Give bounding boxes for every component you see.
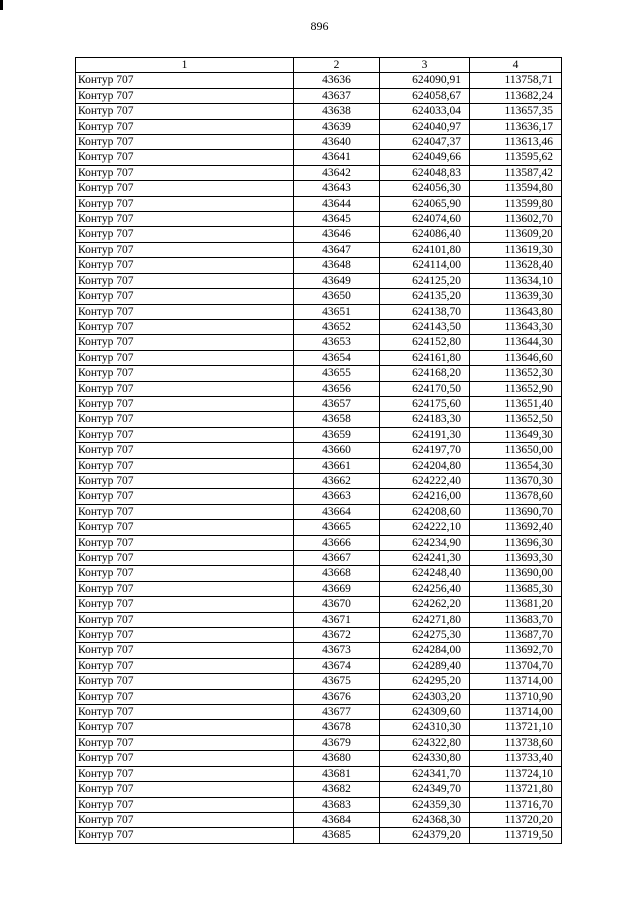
- point-number-cell: 43647: [294, 242, 380, 257]
- contour-name-cell: Контур 707: [76, 751, 294, 766]
- y-coordinate-cell: 113758,71: [470, 73, 562, 88]
- point-number-cell: 43666: [294, 535, 380, 550]
- y-coordinate-cell: 113681,20: [470, 597, 562, 612]
- point-number-cell: 43641: [294, 150, 380, 165]
- contour-name-cell: Контур 707: [76, 766, 294, 781]
- point-number-cell: 43675: [294, 674, 380, 689]
- point-number-cell: 43653: [294, 335, 380, 350]
- x-coordinate-cell: 624234,90: [380, 535, 470, 550]
- table-row: [76, 751, 562, 766]
- x-coordinate-cell: 624310,30: [380, 720, 470, 735]
- contour-name-cell: Контур 707: [76, 828, 294, 843]
- point-number-cell: 43677: [294, 705, 380, 720]
- column-header: 1: [76, 58, 294, 73]
- table-row: [76, 720, 562, 735]
- x-coordinate-cell: 624216,00: [380, 489, 470, 504]
- point-number-cell: 43645: [294, 212, 380, 227]
- y-coordinate-cell: 113682,24: [470, 88, 562, 103]
- contour-name-cell: Контур 707: [76, 674, 294, 689]
- y-coordinate-cell: 113690,70: [470, 504, 562, 519]
- contour-name-cell: Контур 707: [76, 535, 294, 550]
- y-coordinate-cell: 113714,00: [470, 674, 562, 689]
- table-row: [76, 735, 562, 750]
- table-row: [76, 181, 562, 196]
- x-coordinate-cell: 624049,66: [380, 150, 470, 165]
- table-row: [76, 350, 562, 365]
- table-row: [76, 165, 562, 180]
- table-row: [76, 782, 562, 797]
- y-coordinate-cell: 113696,30: [470, 535, 562, 550]
- point-number-cell: 43646: [294, 227, 380, 242]
- x-coordinate-cell: 624170,50: [380, 381, 470, 396]
- table-row: [76, 674, 562, 689]
- x-coordinate-cell: 624222,10: [380, 520, 470, 535]
- contour-name-cell: Контур 707: [76, 258, 294, 273]
- x-coordinate-cell: 624048,83: [380, 165, 470, 180]
- y-coordinate-cell: 113714,00: [470, 705, 562, 720]
- contour-name-cell: Контур 707: [76, 443, 294, 458]
- y-coordinate-cell: 113704,70: [470, 658, 562, 673]
- contour-name-cell: Контур 707: [76, 119, 294, 134]
- x-coordinate-cell: 624322,80: [380, 735, 470, 750]
- y-coordinate-cell: 113649,30: [470, 427, 562, 442]
- y-coordinate-cell: 113678,60: [470, 489, 562, 504]
- table-row: [76, 335, 562, 350]
- contour-name-cell: Контур 707: [76, 551, 294, 566]
- table-row: [76, 443, 562, 458]
- table-row: [76, 396, 562, 411]
- contour-name-cell: Контур 707: [76, 458, 294, 473]
- x-coordinate-cell: 624143,50: [380, 319, 470, 334]
- y-coordinate-cell: 113733,40: [470, 751, 562, 766]
- point-number-cell: 43671: [294, 612, 380, 627]
- table-row: [76, 135, 562, 150]
- table-row: [76, 520, 562, 535]
- point-number-cell: 43683: [294, 797, 380, 812]
- table-row: [76, 658, 562, 673]
- y-coordinate-cell: 113643,30: [470, 319, 562, 334]
- x-coordinate-cell: 624330,80: [380, 751, 470, 766]
- y-coordinate-cell: 113636,17: [470, 119, 562, 134]
- contour-name-cell: Контур 707: [76, 581, 294, 596]
- table-body: [76, 73, 562, 843]
- point-number-cell: 43651: [294, 304, 380, 319]
- y-coordinate-cell: 113609,20: [470, 227, 562, 242]
- y-coordinate-cell: 113587,42: [470, 165, 562, 180]
- y-coordinate-cell: 113650,00: [470, 443, 562, 458]
- y-coordinate-cell: 113595,62: [470, 150, 562, 165]
- y-coordinate-cell: 113685,30: [470, 581, 562, 596]
- contour-name-cell: Контур 707: [76, 797, 294, 812]
- table-row: [76, 628, 562, 643]
- x-coordinate-cell: 624295,20: [380, 674, 470, 689]
- point-number-cell: 43679: [294, 735, 380, 750]
- contour-name-cell: Контур 707: [76, 366, 294, 381]
- y-coordinate-cell: 113652,30: [470, 366, 562, 381]
- y-coordinate-cell: 113738,60: [470, 735, 562, 750]
- point-number-cell: 43636: [294, 73, 380, 88]
- coordinates-table: [75, 57, 562, 844]
- table-row: [76, 812, 562, 827]
- table-row: [76, 104, 562, 119]
- x-coordinate-cell: 624191,30: [380, 427, 470, 442]
- y-coordinate-cell: 113687,70: [470, 628, 562, 643]
- x-coordinate-cell: 624175,60: [380, 396, 470, 411]
- table-row: [76, 489, 562, 504]
- contour-name-cell: Контур 707: [76, 735, 294, 750]
- y-coordinate-cell: 113692,70: [470, 643, 562, 658]
- point-number-cell: 43667: [294, 551, 380, 566]
- x-coordinate-cell: 624033,04: [380, 104, 470, 119]
- table-row: [76, 797, 562, 812]
- point-number-cell: 43663: [294, 489, 380, 504]
- contour-name-cell: Контур 707: [76, 612, 294, 627]
- contour-name-cell: Контур 707: [76, 350, 294, 365]
- table-row: [76, 566, 562, 581]
- column-header: 4: [470, 58, 562, 73]
- contour-name-cell: Контур 707: [76, 658, 294, 673]
- contour-name-cell: Контур 707: [76, 104, 294, 119]
- table-row: [76, 689, 562, 704]
- contour-name-cell: Контур 707: [76, 181, 294, 196]
- x-coordinate-cell: 624058,67: [380, 88, 470, 103]
- table-row: [76, 366, 562, 381]
- point-number-cell: 43668: [294, 566, 380, 581]
- point-number-cell: 43664: [294, 504, 380, 519]
- x-coordinate-cell: 624152,80: [380, 335, 470, 350]
- contour-name-cell: Контур 707: [76, 273, 294, 288]
- x-coordinate-cell: 624135,20: [380, 289, 470, 304]
- point-number-cell: 43638: [294, 104, 380, 119]
- table-row: [76, 242, 562, 257]
- table-row: [76, 458, 562, 473]
- table-row: [76, 473, 562, 488]
- contour-name-cell: Контур 707: [76, 319, 294, 334]
- x-coordinate-cell: 624183,30: [380, 412, 470, 427]
- table-row: [76, 88, 562, 103]
- contour-name-cell: Контур 707: [76, 212, 294, 227]
- point-number-cell: 43684: [294, 812, 380, 827]
- point-number-cell: 43649: [294, 273, 380, 288]
- x-coordinate-cell: 624222,40: [380, 473, 470, 488]
- point-number-cell: 43660: [294, 443, 380, 458]
- point-number-cell: 43682: [294, 782, 380, 797]
- point-number-cell: 43656: [294, 381, 380, 396]
- x-coordinate-cell: 624271,80: [380, 612, 470, 627]
- x-coordinate-cell: 624256,40: [380, 581, 470, 596]
- y-coordinate-cell: 113643,80: [470, 304, 562, 319]
- x-coordinate-cell: 624248,40: [380, 566, 470, 581]
- contour-name-cell: Контур 707: [76, 520, 294, 535]
- x-coordinate-cell: 624275,30: [380, 628, 470, 643]
- x-coordinate-cell: 624168,20: [380, 366, 470, 381]
- table-row: [76, 258, 562, 273]
- y-coordinate-cell: 113720,20: [470, 812, 562, 827]
- table-row: [76, 212, 562, 227]
- contour-name-cell: Контур 707: [76, 597, 294, 612]
- x-coordinate-cell: 624341,70: [380, 766, 470, 781]
- contour-name-cell: Контур 707: [76, 566, 294, 581]
- point-number-cell: 43662: [294, 473, 380, 488]
- x-coordinate-cell: 624047,37: [380, 135, 470, 150]
- contour-name-cell: Контур 707: [76, 73, 294, 88]
- point-number-cell: 43681: [294, 766, 380, 781]
- y-coordinate-cell: 113693,30: [470, 551, 562, 566]
- table-row: [76, 504, 562, 519]
- x-coordinate-cell: 624086,40: [380, 227, 470, 242]
- x-coordinate-cell: 624040,97: [380, 119, 470, 134]
- y-coordinate-cell: 113628,40: [470, 258, 562, 273]
- x-coordinate-cell: 624138,70: [380, 304, 470, 319]
- x-coordinate-cell: 624368,30: [380, 812, 470, 827]
- point-number-cell: 43658: [294, 412, 380, 427]
- table-row: [76, 705, 562, 720]
- contour-name-cell: Контур 707: [76, 689, 294, 704]
- table-row: [76, 319, 562, 334]
- table-row: [76, 196, 562, 211]
- contour-name-cell: Контур 707: [76, 782, 294, 797]
- point-number-cell: 43685: [294, 828, 380, 843]
- contour-name-cell: Контур 707: [76, 88, 294, 103]
- table-row: [76, 766, 562, 781]
- x-coordinate-cell: 624309,60: [380, 705, 470, 720]
- point-number-cell: 43640: [294, 135, 380, 150]
- x-coordinate-cell: 624197,70: [380, 443, 470, 458]
- y-coordinate-cell: 113690,00: [470, 566, 562, 581]
- contour-name-cell: Контур 707: [76, 396, 294, 411]
- x-coordinate-cell: 624056,30: [380, 181, 470, 196]
- table-row: [76, 289, 562, 304]
- y-coordinate-cell: 113719,50: [470, 828, 562, 843]
- point-number-cell: 43678: [294, 720, 380, 735]
- table-row: [76, 427, 562, 442]
- point-number-cell: 43680: [294, 751, 380, 766]
- y-coordinate-cell: 113683,70: [470, 612, 562, 627]
- y-coordinate-cell: 113721,80: [470, 782, 562, 797]
- y-coordinate-cell: 113646,60: [470, 350, 562, 365]
- x-coordinate-cell: 624208,60: [380, 504, 470, 519]
- table-row: [76, 612, 562, 627]
- contour-name-cell: Контур 707: [76, 504, 294, 519]
- contour-name-cell: Контур 707: [76, 165, 294, 180]
- x-coordinate-cell: 624284,00: [380, 643, 470, 658]
- y-coordinate-cell: 113639,30: [470, 289, 562, 304]
- page-number: 896: [310, 19, 329, 33]
- y-coordinate-cell: 113670,30: [470, 473, 562, 488]
- table-row: [76, 227, 562, 242]
- y-coordinate-cell: 113692,40: [470, 520, 562, 535]
- contour-name-cell: Контур 707: [76, 412, 294, 427]
- table-row: [76, 412, 562, 427]
- x-coordinate-cell: 624349,70: [380, 782, 470, 797]
- point-number-cell: 43670: [294, 597, 380, 612]
- x-coordinate-cell: 624289,40: [380, 658, 470, 673]
- contour-name-cell: Контур 707: [76, 473, 294, 488]
- contour-name-cell: Контур 707: [76, 643, 294, 658]
- y-coordinate-cell: 113634,10: [470, 273, 562, 288]
- point-number-cell: 43674: [294, 658, 380, 673]
- point-number-cell: 43637: [294, 88, 380, 103]
- y-coordinate-cell: 113594,80: [470, 181, 562, 196]
- x-coordinate-cell: 624379,20: [380, 828, 470, 843]
- table-header-row: [76, 58, 562, 73]
- table-row: [76, 150, 562, 165]
- y-coordinate-cell: 113613,46: [470, 135, 562, 150]
- contour-name-cell: Контур 707: [76, 242, 294, 257]
- point-number-cell: 43642: [294, 165, 380, 180]
- contour-name-cell: Контур 707: [76, 381, 294, 396]
- y-coordinate-cell: 113644,30: [470, 335, 562, 350]
- column-header: 3: [380, 58, 470, 73]
- point-number-cell: 43654: [294, 350, 380, 365]
- y-coordinate-cell: 113716,70: [470, 797, 562, 812]
- x-coordinate-cell: 624114,00: [380, 258, 470, 273]
- table-row: [76, 551, 562, 566]
- x-coordinate-cell: 624125,20: [380, 273, 470, 288]
- y-coordinate-cell: 113602,70: [470, 212, 562, 227]
- point-number-cell: 43643: [294, 181, 380, 196]
- table-row: [76, 273, 562, 288]
- table-row: [76, 304, 562, 319]
- point-number-cell: 43669: [294, 581, 380, 596]
- y-coordinate-cell: 113651,40: [470, 396, 562, 411]
- y-coordinate-cell: 113721,10: [470, 720, 562, 735]
- table-row: [76, 581, 562, 596]
- contour-name-cell: Контур 707: [76, 135, 294, 150]
- table-row: [76, 535, 562, 550]
- table-row: [76, 73, 562, 88]
- table-row: [76, 828, 562, 843]
- x-coordinate-cell: 624262,20: [380, 597, 470, 612]
- point-number-cell: 43644: [294, 196, 380, 211]
- point-number-cell: 43672: [294, 628, 380, 643]
- contour-name-cell: Контур 707: [76, 705, 294, 720]
- table-row: [76, 381, 562, 396]
- x-coordinate-cell: 624065,90: [380, 196, 470, 211]
- y-coordinate-cell: 113619,30: [470, 242, 562, 257]
- y-coordinate-cell: 113657,35: [470, 104, 562, 119]
- table-row: [76, 597, 562, 612]
- contour-name-cell: Контур 707: [76, 304, 294, 319]
- x-coordinate-cell: 624074,60: [380, 212, 470, 227]
- x-coordinate-cell: 624161,80: [380, 350, 470, 365]
- point-number-cell: 43657: [294, 396, 380, 411]
- x-coordinate-cell: 624204,80: [380, 458, 470, 473]
- contour-name-cell: Контур 707: [76, 227, 294, 242]
- point-number-cell: 43650: [294, 289, 380, 304]
- table-row: [76, 119, 562, 134]
- contour-name-cell: Контур 707: [76, 720, 294, 735]
- x-coordinate-cell: 624303,20: [380, 689, 470, 704]
- contour-name-cell: Контур 707: [76, 489, 294, 504]
- point-number-cell: 43659: [294, 427, 380, 442]
- contour-name-cell: Контур 707: [76, 335, 294, 350]
- contour-name-cell: Контур 707: [76, 812, 294, 827]
- x-coordinate-cell: 624090,91: [380, 73, 470, 88]
- contour-name-cell: Контур 707: [76, 150, 294, 165]
- point-number-cell: 43673: [294, 643, 380, 658]
- y-coordinate-cell: 113654,30: [470, 458, 562, 473]
- contour-name-cell: Контур 707: [76, 427, 294, 442]
- scan-corner-mark: [0, 0, 3, 10]
- contour-name-cell: Контур 707: [76, 196, 294, 211]
- table-row: [76, 643, 562, 658]
- x-coordinate-cell: 624241,30: [380, 551, 470, 566]
- point-number-cell: 43665: [294, 520, 380, 535]
- contour-name-cell: Контур 707: [76, 628, 294, 643]
- column-header: 2: [294, 58, 380, 73]
- y-coordinate-cell: 113652,90: [470, 381, 562, 396]
- point-number-cell: 43676: [294, 689, 380, 704]
- point-number-cell: 43648: [294, 258, 380, 273]
- y-coordinate-cell: 113710,90: [470, 689, 562, 704]
- y-coordinate-cell: 113652,50: [470, 412, 562, 427]
- point-number-cell: 43661: [294, 458, 380, 473]
- y-coordinate-cell: 113724,10: [470, 766, 562, 781]
- contour-name-cell: Контур 707: [76, 289, 294, 304]
- point-number-cell: 43639: [294, 119, 380, 134]
- x-coordinate-cell: 624101,80: [380, 242, 470, 257]
- point-number-cell: 43655: [294, 366, 380, 381]
- point-number-cell: 43652: [294, 319, 380, 334]
- x-coordinate-cell: 624359,30: [380, 797, 470, 812]
- y-coordinate-cell: 113599,80: [470, 196, 562, 211]
